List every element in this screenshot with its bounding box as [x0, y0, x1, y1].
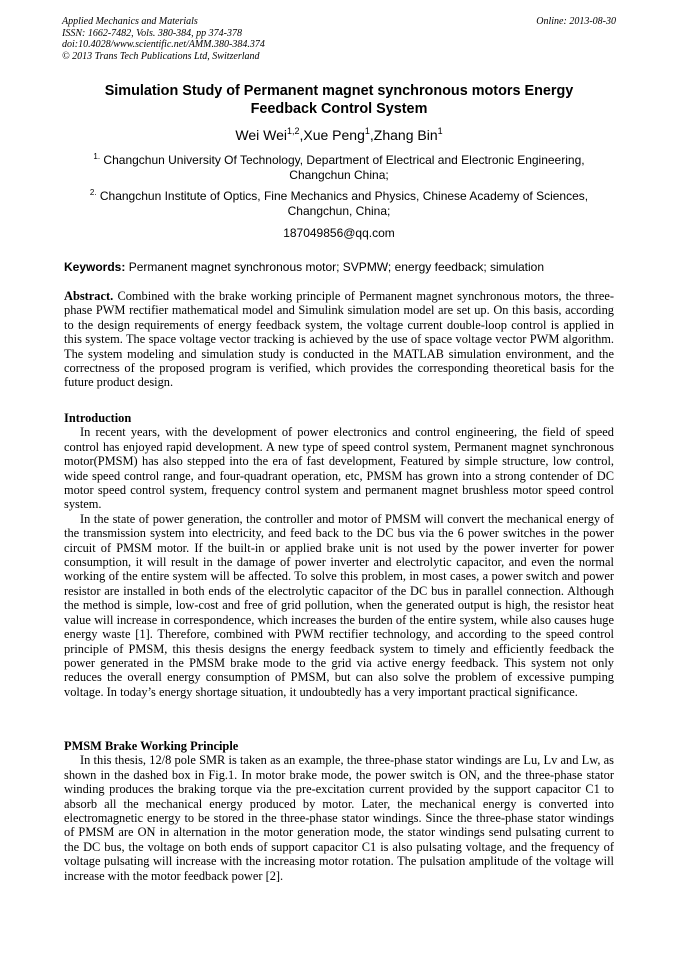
abstract-label: Abstract.: [64, 289, 114, 303]
introduction-section: [64, 411, 614, 699]
pmsm-brake-section: [64, 739, 614, 883]
abstract: [64, 289, 614, 390]
author-3-affil: 1: [437, 126, 443, 136]
keywords: [64, 260, 616, 275]
journal-info: [62, 16, 265, 62]
author-1-affil: 1,2: [286, 126, 300, 136]
abstract-text: Combined with the brake working principle of Permanent magnet synchronous motors, the three-phase PWM rectifier mathematical model and Simulink simulation model are set up. On this basis, according to the design requirements of energy feedback system, the voltage current double-loop control is applied in this system. The space voltage vector tracking is achieved by the use of space voltage vector PWM algorithm. The system modeling and simulation study is conducted in the MATLAB simulation environment, and the correctness of the proposed program is verified, which provides the corresponding theoretical basis for the future product design.: [64, 289, 614, 390]
author-2-affil: 1: [364, 126, 370, 136]
affiliation-2-line-2: Changchun, China;: [287, 204, 391, 218]
author-list: [70, 126, 608, 144]
title-line-2: Feedback Control System: [250, 101, 428, 117]
online-date: Online: 2013-08-30: [536, 16, 616, 27]
journal-issn: ISSN: 1662-7482, Vols. 380-384, pp 374-378: [62, 27, 242, 39]
keywords-text: Permanent magnet synchronous motor; SVPMW; energy feedback; simulation: [125, 260, 545, 274]
affiliation-2: [66, 189, 612, 219]
introduction-paragraph-1: In recent years, with the development of power electronics and control engineering, the field of speed control has enjoyed rapid development. A new type of speed control system, Permanent magnet synchronous motor(PMSM) has also stepped into the era of fast development, Featured by simple structure, low control, wide speed control range, and four-quadrant operation, etc, PMSM has grown into a strong contender of DC motor speed control system, frequency control system and permanent magnet brushless motor speed control system.: [64, 425, 614, 512]
affiliation-2-line-1: Changchun Institute of Optics, Fine Mechanics and Physics, Chinese Academy of Sciences,: [96, 189, 589, 203]
author-3: ,Zhang Bin: [369, 127, 438, 143]
affiliation-1-mark: 1.: [93, 152, 101, 161]
affiliation-1-line-1: Changchun University Of Technology, Department of Electrical and Electronic Engineering,: [100, 153, 585, 167]
title-line-1: Simulation Study of Permanent magnet synchronous motors Energy: [104, 83, 574, 99]
affiliation-2-mark: 2.: [89, 188, 97, 197]
introduction-heading: Introduction: [64, 411, 132, 425]
affiliation-1-line-2: Changchun China;: [289, 168, 389, 182]
introduction-paragraph-2: In the state of power generation, the controller and motor of PMSM will convert the mechanical energy of the transmission system into electricity, and feed back to the DC bus via the 6 power switches in the power circuit of PMSM motor. If the built-in or applied brake unit is not used by the power inverter for power consumption, it will result in the damage of power inverter and electrolytic capacitor, and even the normal working of the entire system will be affected. To solve this problem, in most cases, a power switch and power resistor are installed in both ends of the electrolytic capacitor of the DC bus in parallel connection. Although the method is simple, low-cost and free of grid pollution, when the generated output is high, the resistor heat value will increase in correspondence, which increases the burden of the entire system, while also causes huge energy waste [1]. Therefore, combined with PWM rectifier technology, and according to the speed control principle of PMSM, this thesis designs the energy feedback system to timely and efficiently feedback the power generated in the PMSM brake mode to the grid via active energy feedback. This system not only reduces the overall energy consumption of PMSM, but can also solve the problem of excessive pumping voltage. In today’s energy shortage situation, it undoubtedly has a very important practical significance.: [64, 511, 614, 699]
affiliation-1: [66, 153, 612, 183]
paper-title: [70, 82, 608, 118]
pmsm-heading: PMSM Brake Working Principle: [64, 739, 239, 753]
journal-doi: doi:10.4028/www.scientific.net/AMM.380-384.374: [62, 39, 265, 51]
pmsm-paragraph-1: In this thesis, 12/8 pole SMR is taken as an example, the three-phase stator windings are Lu, Lv and Lw, as shown in the dashed box in Fig.1. In motor brake mode, the power switch is ON, and the three-phase stator winding produces the braking torque via the pre-excitation current provided by the support capacitor C1 to absorb all the mechanical energy produced by motor. Later, the mechanical energy is converted into electromagnetic energy to be stored in the three-phase stator windings. Since the three-phase stator windings of PMSM are ON in alternation in the motor generation mode, the stator windings send pulsating current to the DC bus, the voltage on both ends of support capacitor C1 is also pulsating voltage, and the frequency of voltage pulsating will increase with the increasing motor rotation. The pulsation amplitude of the voltage will increase with the motor feedback power [2].: [64, 753, 614, 883]
keywords-label: Keywords:: [64, 260, 126, 274]
author-2: ,Xue Peng: [299, 127, 365, 143]
author-email[interactable]: 187049856@qq.com: [283, 226, 395, 240]
journal-name: Applied Mechanics and Materials: [62, 16, 198, 27]
author-1: Wei Wei: [235, 127, 287, 143]
journal-copyright: © 2013 Trans Tech Publications Ltd, Switzerland: [62, 50, 260, 62]
